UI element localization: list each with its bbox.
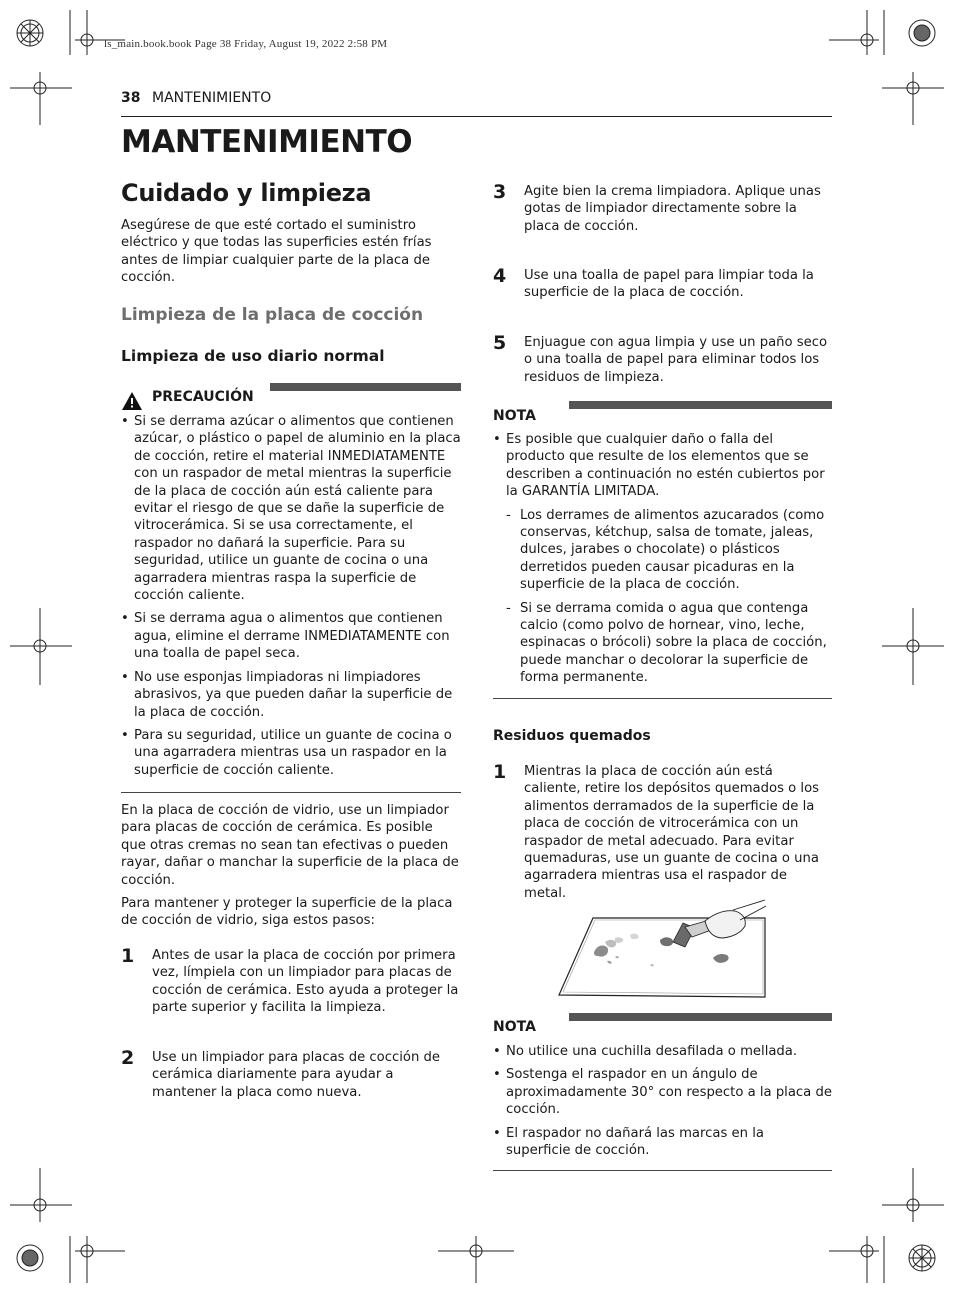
step-number: 5	[493, 332, 507, 354]
note2-item: • El raspador no dañará las marcas en la superficie de cocción.	[493, 1125, 832, 1160]
note2-item: • Sostenga el raspador en un ángulo de aproximadamente 30° con respecto a la placa de cocción.	[493, 1066, 832, 1118]
intro-paragraph: Asegúrese de que esté cortado el suministro eléctrico y que todas las superficies estén frías antes de limpiar cualquier parte de la placa de cocción.	[121, 218, 432, 286]
note2-item: • No utilice una cuchilla desafilada o mellada.	[493, 1043, 832, 1060]
header-rule	[121, 116, 832, 117]
note1-bar	[569, 401, 832, 409]
burnt-residue-title: Residuos quemados	[493, 728, 651, 744]
caution-label: PRECAUCIÓN	[152, 389, 254, 405]
note2-list	[493, 1043, 832, 1165]
step-text: Antes de usar la placa de cocción por primera vez, límpiela con un limpiador para placas de cocción de cerámica. Esto ayuda a proteger la parte superior y facilita la limpieza.	[152, 948, 459, 1016]
caution-bottom-rule	[121, 792, 461, 793]
header-section: MANTENIMIENTO	[152, 90, 272, 106]
note1-bottom-rule	[493, 698, 832, 699]
step-number: 1	[493, 761, 507, 783]
step-number: 4	[493, 265, 507, 287]
step-text: Use una toalla de papel para limpiar toda la superficie de la placa de cocción.	[524, 268, 814, 301]
scraper-illustration	[555, 895, 770, 1000]
note1-label: NOTA	[493, 408, 536, 424]
print-info: ls_main.book.book Page 38 Friday, August 19, 2022 2:58 PM	[104, 38, 388, 50]
step-text: Use un limpiador para placas de cocción de cerámica diariamente para ayudar a mantener la placa como nueva.	[152, 1050, 441, 1100]
caution-item: • Si se derrama azúcar o alimentos que contienen azúcar, o plástico o papel de aluminio en la placa de cocción, retire el material INMEDIATAMENTE con un raspador de metal mientras la superficie de la placa de cocción aún está caliente para evitar el riesgo de que se dañe la superficie de vitrocerámica. Si se usa correctamente, el raspador no dañará la superficie. Para su seguridad, utilice un guante de cocina o una agarradera mientras raspa la superficie de cocción caliente.	[121, 413, 461, 604]
caution-item: • Si se derrama agua o alimentos que contienen agua, elimine el derrame INMEDIATAMENTE con una toalla de papel seca.	[121, 610, 461, 662]
step-number: 2	[121, 1047, 135, 1069]
warning-icon	[121, 391, 143, 411]
step-number: 1	[121, 945, 135, 967]
daily-cleaning-title: Limpieza de uso diario normal	[121, 347, 385, 365]
caution-bar	[270, 383, 461, 391]
note1-subitem: - Si se derrama comida o agua que contenga calcio (como polvo de hornear, vino, leche, espinacas o brócoli) sobre la placa de cocción, puede manchar o decolorar la superficie de forma permanente.	[493, 600, 832, 687]
caution-list	[121, 413, 461, 785]
step-text: Mientras la placa de cocción aún está caliente, retire los depósitos quemados o los alimentos derramados de la superficie de la placa de cocción de vitrocerámica con un raspador de metal adecuado. Para evitar quemaduras, use un guante de cocina o una agarradera mientras usa el raspador de metal.	[524, 764, 820, 901]
page-title: MANTENIMIENTO	[121, 124, 413, 160]
note2-bottom-rule	[493, 1170, 832, 1171]
page-number: 38	[121, 90, 141, 106]
step-number: 3	[493, 181, 507, 203]
note1-list	[493, 431, 832, 693]
step-text: Agite bien la crema limpiadora. Aplique unas gotas de limpiador directamente sobre la placa de cocción.	[524, 184, 821, 234]
caution-item: • No use esponjas limpiadoras ni limpiadores abrasivos, ya que pueden dañar la superficie de la placa de cocción.	[121, 669, 461, 721]
note2-bar	[569, 1013, 832, 1021]
caution-item: • Para su seguridad, utilice un guante de cocina o una agarradera mientras usa un raspador en la superficie de cocción caliente.	[121, 727, 461, 779]
note2-label: NOTA	[493, 1019, 536, 1035]
subsection-title: Limpieza de la placa de cocción	[121, 305, 424, 325]
note1-subitem: - Los derrames de alimentos azucarados (como conservas, kétchup, salsa de tomate, jaleas, dulces, jarabes o chocolate) o plásticos derretidos pueden causar picaduras en la superficie de la placa de cocción.	[493, 507, 832, 594]
paragraph-cleaner: En la placa de cocción de vidrio, use un limpiador para placas de cocción de cerámica. Es posible que otras cremas no sean tan efectivas o pueden rayar, dañar o manchar la superficie de la placa de cocción. Para mantener y proteger la superficie de la placa de cocción de vidrio, siga estos pasos:	[121, 803, 459, 929]
section-title: Cuidado y limpieza	[121, 179, 372, 207]
step-text: Enjuague con agua limpia y use un paño seco o una toalla de papel para eliminar todos los residuos de limpieza.	[524, 335, 828, 385]
note1-item: • Es posible que cualquier daño o falla del producto que resulte de los elementos que se describen a continuación no estén cubiertos por la GARANTÍA LIMITADA.	[493, 431, 832, 501]
